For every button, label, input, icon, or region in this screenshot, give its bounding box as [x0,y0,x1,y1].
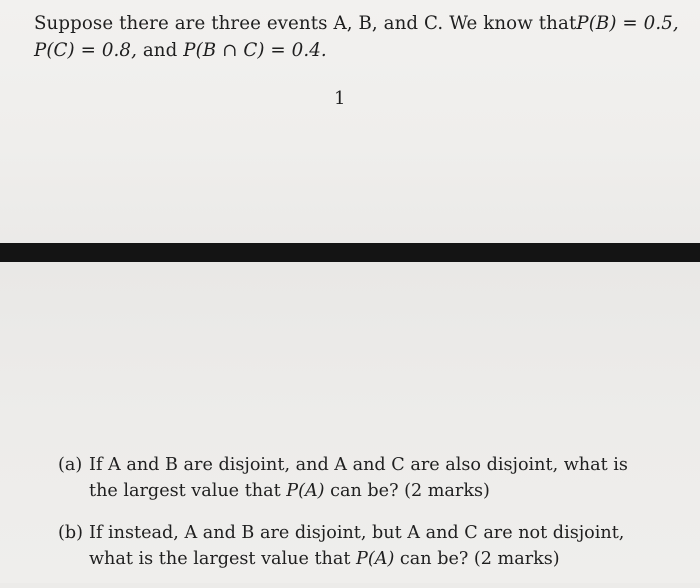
question-parts [58,452,658,588]
part-label: (b) [58,523,83,543]
part-label: (a) [58,455,83,475]
problem-statement [34,10,679,64]
page-divider-bar [0,243,700,262]
part-math: P(A) [356,549,395,569]
part-text [89,452,649,504]
part-text-before: If A and B are disjoint, and A and C are also disjoint, what is the largest value that [89,455,628,501]
part-text [89,520,649,572]
and-word: and [142,40,178,61]
problem-intro: Suppose there are three events A, B, and C. We know that [34,13,577,34]
problem-line-2 [34,37,664,64]
part-text-before: If instead, A and B are disjoint, but A and C are not disjoint, what is the largest value that [89,523,625,569]
problem-line-1 [34,10,679,37]
question-part-b [58,520,658,572]
part-text-after: can be? (2 marks) [399,549,560,569]
part-math: P(A) [286,481,325,501]
probability-b-intersect-c: P(B ∩ C) = 0.4. [183,40,327,61]
part-text-after: can be? (2 marks) [330,481,490,501]
probability-c: P(C) = 0.8, [34,40,137,61]
question-part-a [58,452,658,504]
probability-b: P(B) = 0.5, [576,13,679,34]
page-number: 1 [334,88,346,109]
